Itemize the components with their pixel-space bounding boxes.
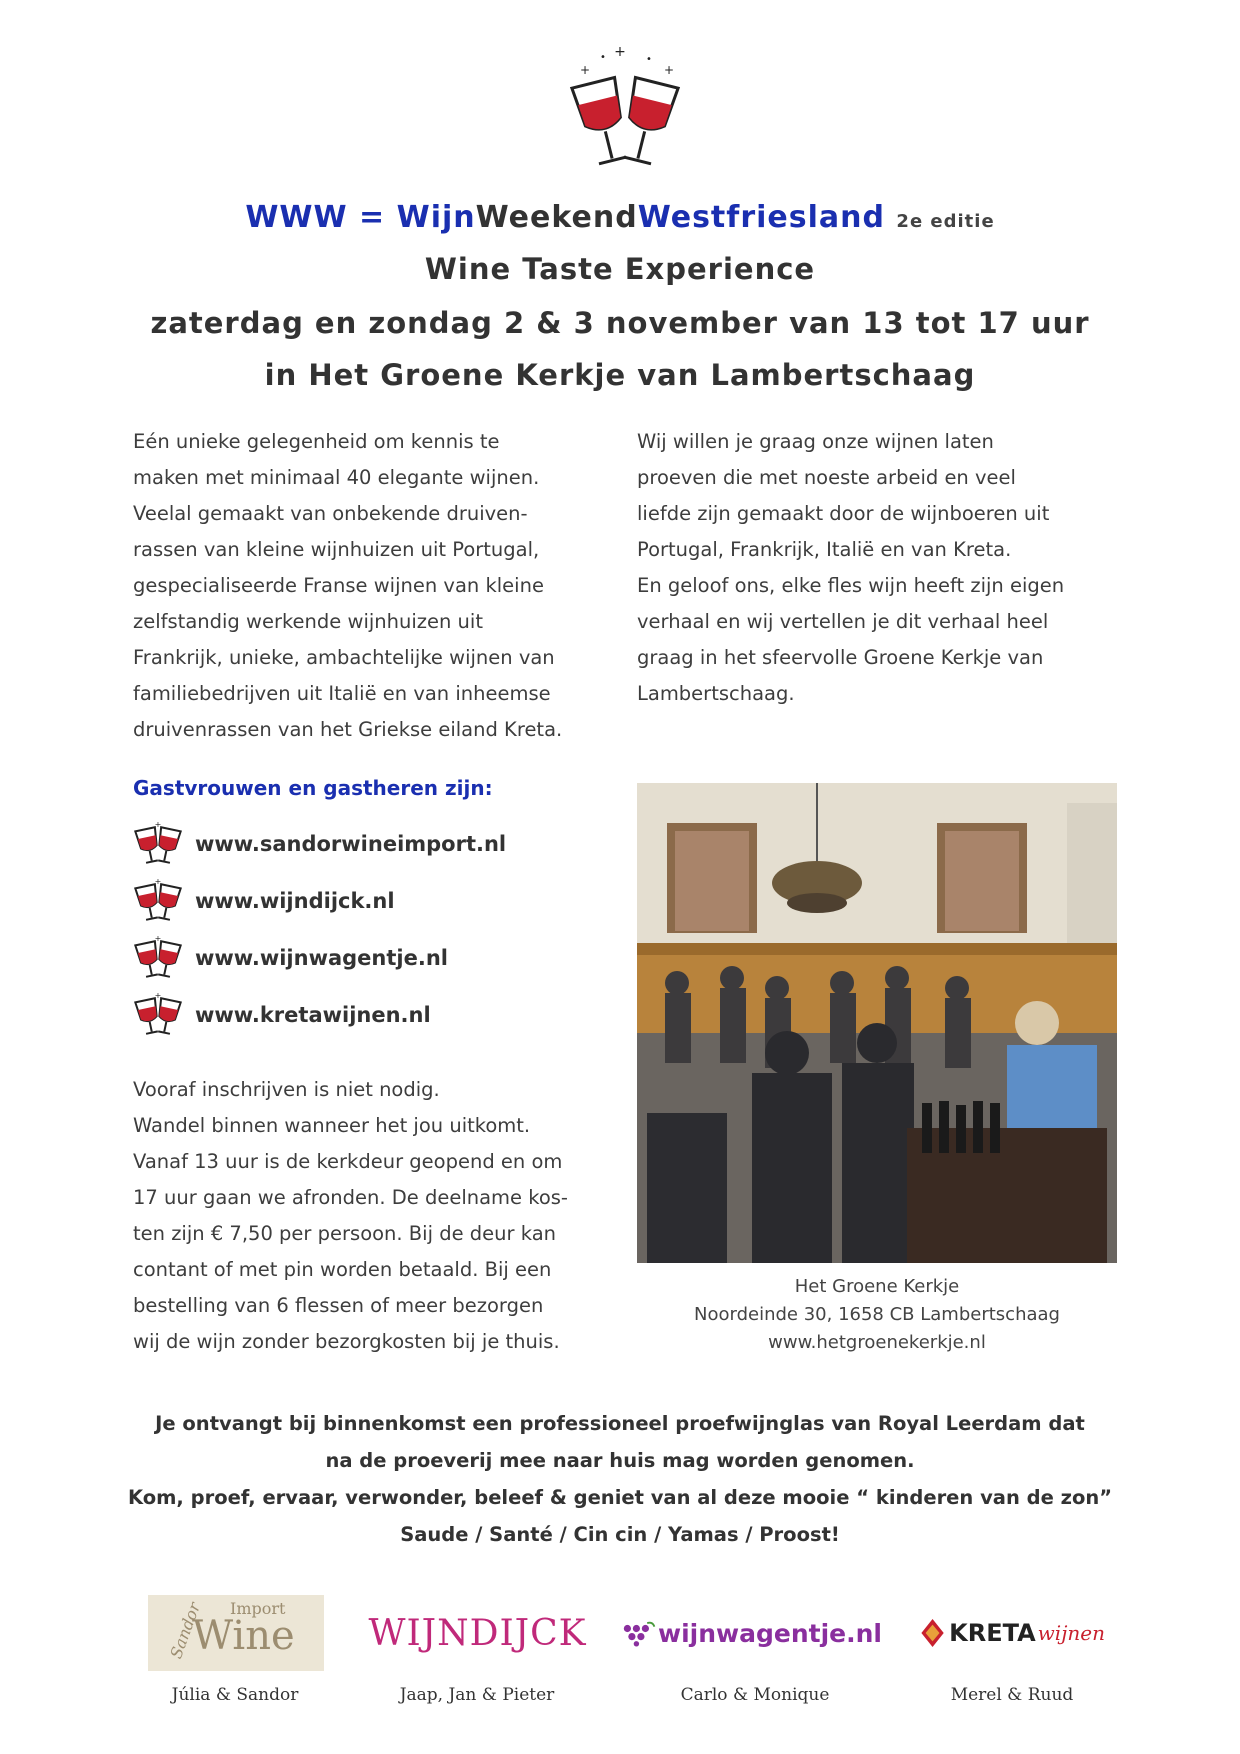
intro-right-line: graag in het sfeervolle Groene Kerkje van — [637, 646, 1044, 669]
event-dates: zaterdag en zondag 2 & 3 november van 13 tot 17 uur — [150, 306, 1090, 340]
church-interior-photo — [637, 783, 1117, 1263]
kreta-hosts-names: Merel & Ruud — [950, 1685, 1074, 1705]
intro-left-line: Eén unieke gelegenheid om kennis te — [133, 430, 500, 453]
intro-right-line: Portugal, Frankrijk, Italië en van Kreta. — [637, 538, 1012, 561]
wine-glasses-icon — [133, 935, 183, 981]
event-venue: in Het Groene Kerkje van Lambertschaag — [264, 358, 976, 392]
closing-text — [0, 1405, 1240, 1553]
host-link-kreta[interactable] — [133, 991, 431, 1039]
venue-name: Het Groene Kerkje — [794, 1276, 960, 1297]
svg-text:+: + — [580, 63, 591, 77]
info-line: wij de wijn zonder bezorgkosten bij je thuis. — [133, 1330, 560, 1353]
intro-left-text — [133, 424, 603, 748]
practical-info — [133, 1072, 613, 1360]
kreta-emblem-icon — [920, 1611, 945, 1655]
intro-right-line: Wij willen je graag onze wijnen laten — [637, 430, 994, 453]
sandor-hosts-names: Júlia & Sandor — [171, 1685, 299, 1705]
grapes-icon — [622, 1618, 658, 1648]
wine-glasses-icon — [133, 821, 183, 867]
hosts-heading: Gastvrouwen en gastheren zijn: — [133, 776, 493, 800]
intro-left-line: gespecialiseerde Franse wijnen van kleine — [133, 574, 544, 597]
svg-text:+: + — [614, 44, 626, 60]
event-subtitle: Wine Taste Experience — [424, 252, 816, 286]
intro-left-line: maken met minimaal 40 elegante wijnen. — [133, 466, 540, 489]
info-line: Wandel binnen wanneer het jou uitkomt. — [133, 1114, 531, 1137]
kreta-wijnen-logo: KRETA wijnen — [920, 1598, 1105, 1668]
title-edition: 2e editie — [896, 211, 995, 232]
intro-right-text — [637, 424, 1097, 712]
info-line: Vooraf inschrijven is niet nodig. — [133, 1078, 440, 1101]
venue-address: Noordeinde 30, 1658 CB Lambertschaag — [694, 1304, 1060, 1325]
event-title — [0, 200, 1240, 235]
intro-right-line: En geloof ons, elke fles wijn heeft zijn eigen — [637, 574, 1065, 597]
intro-right-line: verhaal en wij vertellen je dit verhaal heel — [637, 610, 1049, 633]
svg-text:+: + — [154, 992, 162, 1000]
wijndijck-hosts-names: Jaap, Jan & Pieter — [399, 1685, 555, 1705]
intro-right-line: Lambertschaag. — [637, 682, 795, 705]
info-line: bestelling van 6 flessen of meer bezorgen — [133, 1294, 544, 1317]
closing-line: Kom, proef, ervaar, verwonder, beleef & geniet van al deze mooie “ kinderen van de zon” — [127, 1486, 1113, 1509]
host-url[interactable]: www.wijndijck.nl — [195, 889, 395, 913]
wijnwagentje-logo: wijnwagentje.nl — [622, 1598, 882, 1668]
host-link-wijnwagentje[interactable] — [133, 934, 448, 982]
sandor-wine-import-logo: Sandor Import Wine — [148, 1595, 324, 1671]
info-line: Vanaf 13 uur is de kerkdeur geopend en om — [133, 1150, 563, 1173]
host-link-sandor[interactable] — [133, 820, 506, 868]
title-wijn: Wijn — [396, 200, 476, 235]
svg-text:+: + — [154, 821, 162, 829]
intro-left-line: familiebedrijven uit Italië en van inheemse — [133, 682, 551, 705]
info-line: ten zijn € 7,50 per persoon. Bij de deur kan — [133, 1222, 557, 1245]
intro-left-line: druivenrassen van het Griekse eiland Kreta. — [133, 718, 563, 741]
intro-right-line: liefde zijn gemaakt door de wijnboeren uit — [637, 502, 1050, 525]
svg-text:•: • — [600, 52, 606, 63]
intro-left-line: zelfstandig werkende wijnhuizen uit — [133, 610, 483, 633]
intro-left-line: Veelal gemaakt van onbekende druiven- — [133, 502, 528, 525]
closing-line: Saude / Santé / Cin cin / Yamas / Proost! — [400, 1523, 840, 1546]
intro-left-line: Frankrijk, unieke, ambachtelijke wijnen van — [133, 646, 555, 669]
closing-line: na de proeverij mee naar huis mag worden genomen. — [325, 1449, 915, 1472]
intro-left-line: rassen van kleine wijnhuizen uit Portugal, — [133, 538, 540, 561]
info-line: 17 uur gaan we afronden. De deelname kos- — [133, 1186, 568, 1209]
wijndijck-logo: WIJNDIJCK — [368, 1612, 587, 1654]
svg-text:•: • — [646, 54, 652, 65]
host-url[interactable]: www.wijnwagentje.nl — [195, 946, 448, 970]
closing-line: Je ontvangt bij binnenkomst een professioneel proefwijnglas van Royal Leerdam dat — [155, 1412, 1085, 1435]
host-link-wijndijck[interactable] — [133, 877, 395, 925]
wine-glasses-icon — [133, 992, 183, 1038]
title-www: WWW = — [245, 200, 397, 235]
venue-website[interactable]: www.hetgroenekerkje.nl — [768, 1332, 986, 1353]
svg-text:+: + — [154, 935, 162, 943]
info-line: contant of met pin worden betaald. Bij een — [133, 1258, 552, 1281]
title-weekend: Weekend — [475, 200, 638, 235]
toasting-glasses-logo — [560, 40, 690, 180]
svg-text:+: + — [154, 878, 162, 886]
svg-text:+: + — [664, 63, 675, 77]
intro-right-line: proeven die met noeste arbeid en veel — [637, 466, 1016, 489]
host-url[interactable]: www.sandorwineimport.nl — [195, 832, 507, 856]
wijnwagentje-hosts-names: Carlo & Monique — [680, 1685, 830, 1705]
title-west: Westfriesland — [637, 200, 885, 235]
wine-glasses-icon — [133, 878, 183, 924]
host-url[interactable]: www.kretawijnen.nl — [195, 1003, 431, 1027]
venue-caption — [637, 1273, 1117, 1357]
